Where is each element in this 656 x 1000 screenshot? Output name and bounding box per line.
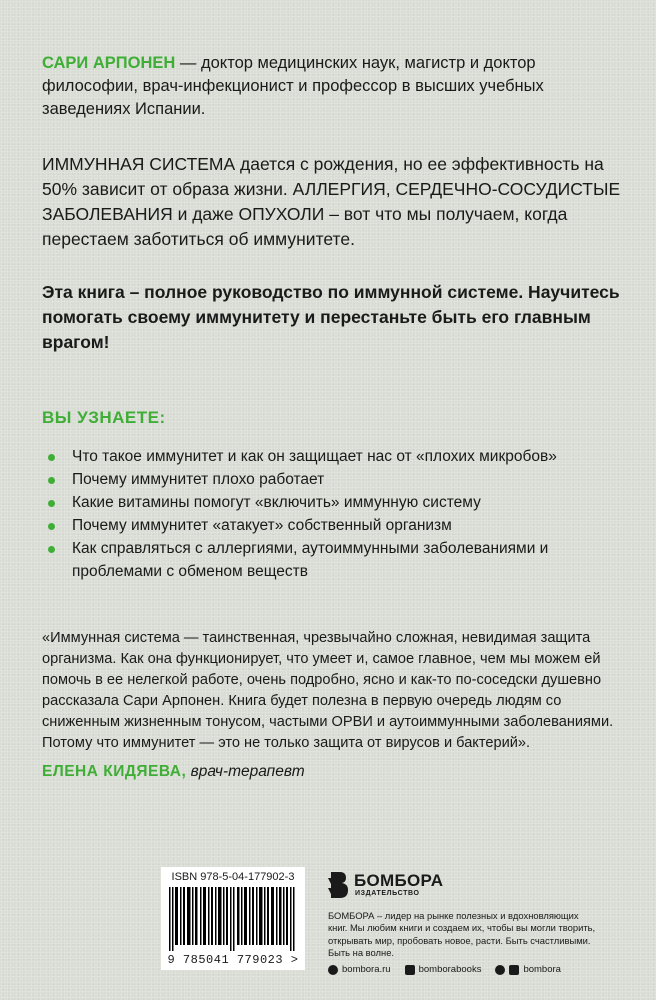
learn-list (42, 446, 622, 584)
list-item (42, 446, 622, 469)
social-links (328, 964, 561, 975)
publisher-logo-subtitle: ИЗДАТЕЛЬСТВО (355, 890, 420, 897)
list-item-text: Почему иммунитет плохо работает (72, 471, 325, 488)
publisher-logo-text: БОМБОРА (354, 871, 444, 890)
publisher-logo (328, 870, 458, 902)
social-link-vk[interactable] (405, 964, 482, 975)
globe-icon (328, 965, 338, 975)
play-icon (509, 965, 519, 975)
bullet-icon (48, 454, 55, 461)
intro-paragraph: ИММУННАЯ СИСТЕМА дается с рождения, но ее эффективность на 50% зависит от образа жизни. АЛЛЕРГИЯ, СЕРДЕЧНО-СОСУДИСТЫЕ ЗАБОЛЕВАНИЯ и даже ОПУХОЛИ – вот что мы получаем, когда перестаем заботиться об иммунитете. (42, 154, 621, 249)
headline-paragraph: Эта книга – полное руководство по иммунной системе. Научитесь помогать своему иммунитету и перестаньте быть его главным врагом! (42, 282, 620, 352)
publisher-description: БОМБОРА – лидер на рынке полезных и вдохновляющих книг. Мы любим книги и создаем их, чтобы вы могли творить, открывать мир, пробовать новое, расти. Быть счастливыми. Быть на волне. (328, 910, 596, 958)
list-item-text: Какие витамины помогут «включить» иммунную систему (72, 494, 481, 511)
bullet-icon (48, 523, 55, 530)
barcode-number: 9 785041 779023 > (167, 953, 299, 967)
author-name: САРИ АРПОНЕН (42, 54, 176, 72)
list-item (42, 469, 622, 492)
author-bio-text: — доктор медицинских наук, магистр и доктор философии, врач-инфекционист и профессор в высших учебных заведениях Испании. (42, 54, 544, 118)
vk-icon (405, 965, 415, 975)
list-item-text: Почему иммунитет «атакует» собственный организм (72, 517, 452, 534)
list-item (42, 538, 622, 583)
social-label: bomborabooks (418, 964, 482, 975)
list-item-text: Что такое иммунитет и как он защищает нас от «плохих микробов» (72, 448, 557, 465)
quote-author-role: врач-терапевт (186, 763, 305, 780)
bullet-icon (48, 477, 55, 484)
barcode-bars (169, 887, 297, 951)
list-item (42, 515, 622, 538)
social-link-site[interactable] (328, 964, 391, 975)
quote-signature (42, 763, 305, 781)
list-item-text: Как справляться с аллергиями, аутоиммунными заболеваниями и проблемами с обменом веществ (72, 540, 549, 580)
bullet-icon (48, 546, 55, 553)
bullet-icon (48, 500, 55, 507)
learn-heading: ВЫ УЗНАЕТЕ: (42, 408, 166, 427)
quote-author-name: ЕЛЕНА КИДЯЕВА, (42, 763, 187, 780)
author-bio (42, 52, 602, 121)
review-quote: «Иммунная система — таинственная, чрезвычайно сложная, невидимая защита организма. Как она функционирует, что умеет и, самое главное, чем мы можем ей помочь в ее нелегкой работе, очень подробно, ясно и как-то по-соседски душевно рассказала Сари Арпонен. Книга будет полезна в первую очередь людям со сниженным жизненным тонусом, частыми ОРВИ и аутоиммунными заболеваниями. Потому что иммунитет — это не только защита от вирусов и бактерий». (42, 630, 614, 751)
social-label: bombora.ru (342, 964, 391, 975)
barcode (161, 867, 305, 970)
social-link-telegram[interactable] (495, 964, 561, 975)
social-label: bombora (523, 964, 561, 975)
isbn-label: ISBN 978-5-04-177902-3 (171, 871, 295, 883)
bombora-logo-icon (328, 870, 350, 900)
telegram-icon (495, 965, 505, 975)
list-item (42, 492, 622, 515)
